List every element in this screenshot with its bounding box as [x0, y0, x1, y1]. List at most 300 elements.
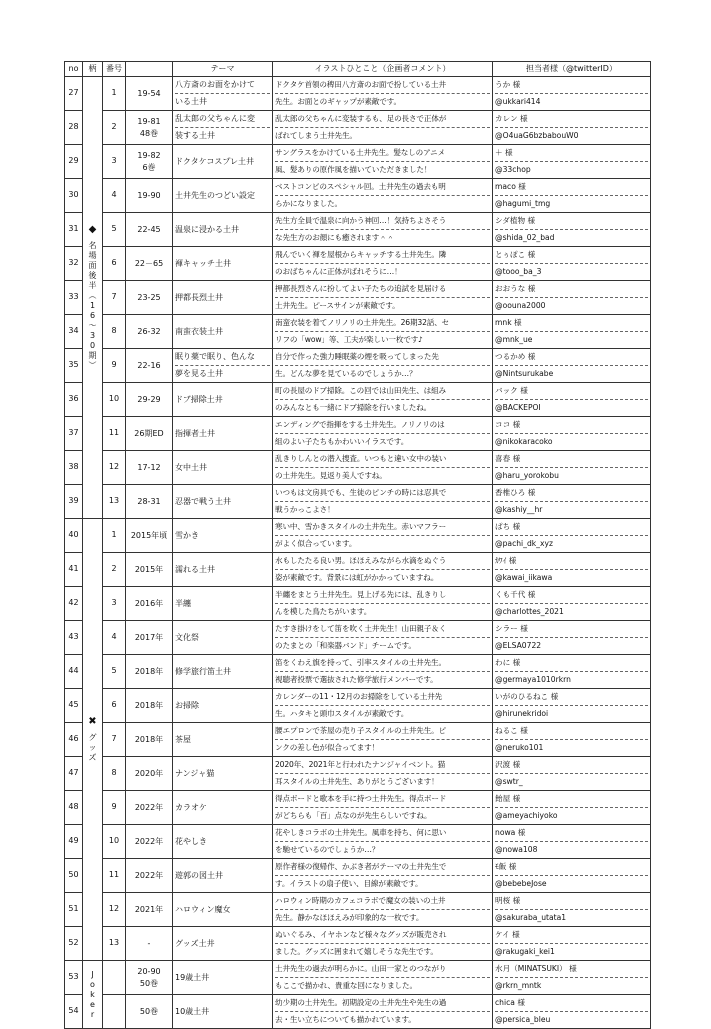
theme-line: いる土井 [175, 97, 207, 106]
staff-line: シダ植物 様 [495, 213, 648, 230]
illustration-list-table [64, 61, 651, 1029]
comment-line: ハロウィン時期のカフェコラボで魔女の装いの土井 [275, 893, 490, 910]
row-staff [493, 213, 651, 247]
table-row [65, 825, 651, 859]
table-row [65, 281, 651, 315]
row-episode: 17-12 [126, 451, 173, 485]
comment-line: 押都長烈さんに扮してよい子たちの追試を見届ける [275, 281, 490, 298]
row-comment [273, 859, 493, 893]
table-row [65, 893, 651, 927]
theme-line: 半纏 [175, 598, 191, 608]
comment-line: ンクの差し色が似合ってます！ [275, 743, 380, 752]
staff-line: @ELSA0722 [495, 641, 542, 650]
row-staff [493, 893, 651, 927]
row-comment [273, 723, 493, 757]
row-no: 38 [65, 451, 83, 485]
staff-line: 水月（MINATSUKI） 様 [495, 961, 648, 978]
table-row [65, 179, 651, 213]
comment-line: ベストコンビのスペシャル回。土井先生の過去も明 [275, 179, 490, 196]
row-no: 40 [65, 519, 83, 553]
staff-line: @germaya1010rkrn [495, 675, 571, 684]
row-staff [493, 383, 651, 417]
theme-line: 褌キャッチ土井 [175, 258, 231, 268]
row-staff [493, 451, 651, 485]
staff-line: つるかめ 様 [495, 349, 648, 366]
table-row [65, 723, 651, 757]
comment-line: 町の長屋のドブ掃除。この回では山田先生、は組み [275, 383, 490, 400]
staff-line: @persica_bleu [495, 1015, 551, 1024]
row-episode: 26期ED [126, 417, 173, 451]
row-comment [273, 655, 493, 689]
row-comment [273, 77, 493, 111]
row-theme [173, 145, 273, 179]
row-episode: 22－65 [126, 247, 173, 281]
staff-line: @rakugaki_kei1 [495, 947, 555, 956]
row-no: 52 [65, 927, 83, 961]
theme-line: お掃除 [175, 700, 199, 710]
table-row [65, 417, 651, 451]
row-episode: 28-31 [126, 485, 173, 519]
row-comment [273, 587, 493, 621]
table-row [65, 859, 651, 893]
row-staff [493, 315, 651, 349]
row-theme [173, 621, 273, 655]
row-theme [173, 383, 273, 417]
row-no: 34 [65, 315, 83, 349]
staff-line: @shida_02_bad [495, 233, 555, 242]
row-number: 8 [103, 315, 126, 349]
row-no: 43 [65, 621, 83, 655]
row-no: 42 [65, 587, 83, 621]
comment-line: ばれてしまう土井先生。 [275, 131, 357, 140]
staff-line: @neruko101 [495, 743, 544, 752]
staff-line: @kashiy__hr [495, 505, 543, 514]
table-row [65, 961, 651, 995]
comment-line: 風、髪ありの原作風を描いていただきました！ [275, 165, 432, 174]
row-number: 1 [103, 519, 126, 553]
row-no: 53 [65, 961, 83, 995]
table-row [65, 587, 651, 621]
row-number: 13 [103, 927, 126, 961]
row-no: 35 [65, 349, 83, 383]
table-row [65, 77, 651, 111]
staff-line: @33chop [495, 165, 531, 174]
staff-line: @hirunekridoi [495, 709, 549, 718]
row-no: 46 [65, 723, 83, 757]
table-row [65, 485, 651, 519]
theme-line: 文化祭 [175, 632, 199, 642]
row-episode: 2018年 [126, 723, 173, 757]
row-episode: - [126, 927, 173, 961]
comment-line: 2020年、2021年と行われたナンジャイベント。猫 [275, 757, 490, 774]
row-theme [173, 961, 273, 995]
comment-line: な先生方のお顔にも癒されます＾＾ [275, 233, 395, 242]
row-theme [173, 553, 273, 587]
staff-line: ココ 様 [495, 417, 648, 434]
row-staff [493, 995, 651, 1029]
row-comment [273, 791, 493, 825]
comment-line: 寒い中、雪かきスタイルの土井先生。赤いマフラー [275, 519, 490, 536]
staff-line: @mnk_ue [495, 335, 533, 344]
row-episode: 2022年 [126, 859, 173, 893]
header-no: no [65, 62, 83, 77]
table-row [65, 655, 651, 689]
row-theme [173, 655, 273, 689]
row-no: 41 [65, 553, 83, 587]
row-number: 10 [103, 383, 126, 417]
staff-line: ｶﾜｲ 様 [495, 553, 648, 570]
staff-line: @ameyachiyoko [495, 811, 558, 820]
theme-line: ドブ掃除土井 [175, 394, 223, 404]
comment-line: 姿が素敵です。背景には虹がかかっていますね。 [275, 573, 439, 582]
table-row [65, 927, 651, 961]
row-staff [493, 791, 651, 825]
table-row [65, 995, 651, 1029]
comment-line: がどちらも「百」点なのが先生らしいですね。 [275, 811, 432, 820]
row-comment [273, 961, 493, 995]
comment-line: 土井先生の過去が明らかに。山田一家とのつながり [275, 961, 490, 978]
staff-line: 飴屋 様 [495, 791, 648, 808]
theme-line: 女中土井 [175, 462, 207, 472]
row-number: 2 [103, 111, 126, 145]
staff-line: 香椎ひろ 様 [495, 485, 648, 502]
row-episode: 2018年 [126, 689, 173, 723]
staff-line: 沢渡 様 [495, 757, 648, 774]
row-staff [493, 689, 651, 723]
theme-line: グッズ土井 [175, 938, 215, 948]
comment-line: 南蛮衣装を着てノリノリの土井先生。26期32話、セ [275, 315, 490, 332]
comment-line: 乱太郎の父ちゃんに変装するも、足の長さで正体が [275, 111, 490, 128]
staff-line: @kawai_iikawa [495, 573, 553, 582]
staff-line: @charlottes_2021 [495, 607, 564, 616]
table-row [65, 315, 651, 349]
comment-line: す。イラストの扇子使い、目線が素敵です。 [275, 879, 423, 888]
theme-line: 忍器で戦う土井 [175, 496, 231, 506]
row-no: 29 [65, 145, 83, 179]
row-theme [173, 859, 273, 893]
staff-line: くも千代 様 [495, 587, 648, 604]
row-theme [173, 111, 273, 145]
row-theme [173, 519, 273, 553]
group-label-text: 名 場 面 後 半 ︵ 1 6 〜 3 0 期 ︶ [88, 240, 97, 370]
comment-line: 生。ハタキと頭巾スタイルが素敵です。 [275, 709, 409, 718]
row-theme [173, 349, 273, 383]
comment-line: 先生。お面とのギャップが素敵です。 [275, 97, 401, 106]
row-no: 51 [65, 893, 83, 927]
comment-line: を馳せているのでしょうか…？ [275, 845, 380, 854]
row-number: 12 [103, 451, 126, 485]
comment-line: 飛んでいく褌を屋根からキャッチする土井先生。隣 [275, 247, 490, 264]
staff-line: @BACKEPOI [495, 403, 541, 412]
row-no: 30 [65, 179, 83, 213]
table-row [65, 383, 651, 417]
row-number: 11 [103, 417, 126, 451]
row-no: 45 [65, 689, 83, 723]
row-episode: 29-29 [126, 383, 173, 417]
row-no: 31 [65, 213, 83, 247]
comment-line: のみんなとも一緒にドブ掃除を行いましたね。 [275, 403, 432, 412]
row-no: 33 [65, 281, 83, 315]
theme-line: 19歳土井 [175, 972, 210, 982]
table-row [65, 791, 651, 825]
staff-line: おおうな 様 [495, 281, 648, 298]
row-staff [493, 961, 651, 995]
table-row [65, 451, 651, 485]
comment-line: 生。どんな夢を見ているのでしょうか…？ [275, 369, 417, 378]
row-staff [493, 587, 651, 621]
row-theme [173, 825, 273, 859]
row-number: 7 [103, 723, 126, 757]
row-comment [273, 757, 493, 791]
row-number [103, 961, 126, 995]
row-staff [493, 723, 651, 757]
staff-line: @O4uaG6bzbabouW0 [495, 131, 579, 140]
row-staff [493, 485, 651, 519]
row-episode: 26-32 [126, 315, 173, 349]
staff-line: @swtr_ [495, 777, 523, 786]
row-number: 3 [103, 587, 126, 621]
row-episode: 2021年 [126, 893, 173, 927]
staff-line: @haru_yorokobu [495, 471, 559, 480]
row-no: 54 [65, 995, 83, 1029]
staff-line: @bebebeJose [495, 879, 547, 888]
row-episode: 2017年 [126, 621, 173, 655]
row-episode: 20-90 50巻 [126, 961, 173, 995]
row-number: 12 [103, 893, 126, 927]
staff-line: chica 様 [495, 995, 648, 1012]
header-staff: 担当者様（@twitterID） [493, 62, 651, 77]
row-comment [273, 383, 493, 417]
row-staff [493, 349, 651, 383]
row-staff [493, 145, 651, 179]
comment-line: リフの「wow」等、工夫が楽しい一枚です♪ [275, 335, 423, 344]
theme-line: 夢を見る土井 [175, 369, 223, 378]
staff-line: @rkrn_mntk [495, 981, 542, 990]
staff-line: わに 様 [495, 655, 648, 672]
row-staff [493, 621, 651, 655]
row-no: 48 [65, 791, 83, 825]
comment-line: 原作者様の復帰作、かぶき者がテーマの土井先生で [275, 859, 490, 876]
theme-line: ナンジャ猫 [175, 768, 215, 778]
staff-line: ＋ 様 [495, 145, 648, 162]
comment-line: 先生。静かなほほえみが印象的な一枚です。 [275, 913, 424, 922]
comment-line: カレンダーの11・12月のお掃除をしている土井先 [275, 689, 490, 706]
theme-line: 温泉に浸かる土井 [175, 224, 239, 234]
row-theme [173, 213, 273, 247]
comment-line: いつもは文房具でも、生徒のピンチの時には忍具で [275, 485, 490, 502]
row-staff [493, 417, 651, 451]
table-row [65, 519, 651, 553]
staff-line: maco 様 [495, 179, 648, 196]
row-comment [273, 281, 493, 315]
row-staff [493, 655, 651, 689]
theme-line: 濡れる土井 [175, 564, 215, 574]
table-row [65, 689, 651, 723]
comment-line: のおばちゃんに正体がばれそうに…！ [275, 267, 402, 276]
row-comment [273, 315, 493, 349]
table-row [65, 213, 651, 247]
theme-line: カラオケ [175, 802, 207, 812]
row-staff [493, 757, 651, 791]
staff-line: @nikokaracoko [495, 437, 553, 446]
theme-line: 雪かき [175, 530, 199, 540]
row-episode: 23-25 [126, 281, 173, 315]
theme-line: 八方斎のお面をかけて [175, 77, 270, 94]
row-episode: 2022年 [126, 791, 173, 825]
row-number: 4 [103, 621, 126, 655]
row-theme [173, 587, 273, 621]
row-episode: 22-45 [126, 213, 173, 247]
header-comment: イラストひとこと（企画者コメント） [273, 62, 493, 77]
row-no: 32 [65, 247, 83, 281]
row-number: 10 [103, 825, 126, 859]
row-comment [273, 825, 493, 859]
row-episode: 19-90 [126, 179, 173, 213]
row-staff [493, 179, 651, 213]
staff-line: バック 様 [495, 383, 648, 400]
row-no: 27 [65, 77, 83, 111]
staff-line: @Nintsurukabe [495, 369, 554, 378]
row-no: 28 [65, 111, 83, 145]
comment-line: 腰エプロンで茶屋の売り子スタイルの土井先生。ピ [275, 723, 490, 740]
row-episode: 2015年 [126, 553, 173, 587]
row-staff [493, 281, 651, 315]
staff-line: @oouna2000 [495, 301, 546, 310]
row-theme [173, 179, 273, 213]
comment-line: エンディングで指揮をする土井先生。ノリノリのは [275, 417, 490, 434]
row-no: 44 [65, 655, 83, 689]
theme-line: 眠り薬で眠り、色んな [175, 349, 270, 366]
row-staff [493, 519, 651, 553]
staff-line: ねるこ 様 [495, 723, 648, 740]
comment-line: 戦うかっこよさ！ [275, 505, 335, 514]
row-episode: 19-54 [126, 77, 173, 111]
theme-line: 装する土井 [175, 131, 215, 140]
staff-line: 明桜 様 [495, 893, 648, 910]
row-theme [173, 451, 273, 485]
row-episode: 19-82 6巻 [126, 145, 173, 179]
group-label [83, 77, 103, 519]
table-row [65, 247, 651, 281]
group-label [83, 961, 103, 1029]
staff-line: いがのひるねこ 様 [495, 689, 648, 706]
row-theme [173, 315, 273, 349]
staff-line: とぅぽこ 様 [495, 247, 648, 264]
comment-line: 乱きりしんとの潜入捜査。いつもと違い女中の装い [275, 451, 490, 468]
row-comment [273, 485, 493, 519]
staff-line: ぱち 様 [495, 519, 648, 536]
header-bango: 番号 [103, 62, 126, 77]
row-no: 36 [65, 383, 83, 417]
row-no: 47 [65, 757, 83, 791]
row-comment [273, 417, 493, 451]
row-staff [493, 825, 651, 859]
comment-line: がよく似合っています。 [275, 539, 357, 548]
row-episode: 2018年 [126, 655, 173, 689]
row-comment [273, 213, 493, 247]
row-theme [173, 893, 273, 927]
comment-line: 耳スタイルの土井先生、ありがとうございます！ [275, 777, 439, 786]
row-staff [493, 247, 651, 281]
row-comment [273, 553, 493, 587]
row-staff [493, 927, 651, 961]
row-no: 39 [65, 485, 83, 519]
comment-line: 自分で作った強力睡眠薬の煙を吸ってしまった先 [275, 349, 490, 366]
row-number: 5 [103, 655, 126, 689]
staff-line: @ukkari414 [495, 97, 541, 106]
row-no: 49 [65, 825, 83, 859]
comment-line: 幼少期の土井先生。初期設定の土井先生や先生の過 [275, 995, 490, 1012]
row-comment [273, 621, 493, 655]
row-number: 2 [103, 553, 126, 587]
row-number: 3 [103, 145, 126, 179]
comment-line: 笛をくわえ旗を持って、引率スタイルの土井先生。 [275, 655, 490, 672]
row-comment [273, 247, 493, 281]
theme-line: 指揮者土井 [175, 428, 215, 438]
row-number: 6 [103, 689, 126, 723]
group-label-text: J o k e r [90, 969, 95, 1019]
row-comment [273, 451, 493, 485]
staff-line: シラー 様 [495, 621, 648, 638]
row-theme [173, 417, 273, 451]
row-theme [173, 927, 273, 961]
row-staff [493, 859, 651, 893]
table-row [65, 349, 651, 383]
group-mark-icon: ✖ [88, 715, 97, 727]
row-staff [493, 553, 651, 587]
row-number: 5 [103, 213, 126, 247]
row-comment [273, 519, 493, 553]
theme-line: 乱太郎の父ちゃんに変 [175, 111, 270, 128]
comment-line: らかになりました。 [275, 199, 342, 208]
comment-line: たすき掛けをして笛を吹く土井先生！山田親子＆く [275, 621, 490, 638]
row-comment [273, 111, 493, 145]
staff-line: @pachi_dk_xyz [495, 539, 553, 548]
staff-line: @hagumi_tmg [495, 199, 551, 208]
staff-line: nowa 様 [495, 825, 648, 842]
staff-line: @nowa108 [495, 845, 538, 854]
staff-line: ケイ 様 [495, 927, 648, 944]
row-theme [173, 791, 273, 825]
theme-line: 修学旅行笛土井 [175, 666, 231, 676]
comment-line: の土井先生。見返り美人ですね。 [275, 471, 387, 480]
row-comment [273, 179, 493, 213]
row-comment [273, 349, 493, 383]
comment-line: 花やしきコラボの土井先生。風車を持ち、何に思い [275, 825, 490, 842]
comment-line: サングラスをかけている土井先生。髪なしのアニメ [275, 145, 490, 162]
theme-line: ドクタケコスプレ土井 [175, 156, 255, 166]
staff-line: カレン 様 [495, 111, 648, 128]
theme-line: 遊郭の図土井 [175, 870, 223, 880]
row-theme [173, 995, 273, 1029]
theme-line: ハロウィン魔女 [175, 904, 231, 914]
row-no: 50 [65, 859, 83, 893]
header-gara: 柄 [83, 62, 103, 77]
comment-line: 得点ボードと歌本を手に持つ土井先生。得点ボード [275, 791, 490, 808]
table-row [65, 621, 651, 655]
comment-line: 水もしたたる良い男。ほほえみながら水滴をぬぐう [275, 553, 490, 570]
header-theme: テーマ [173, 62, 273, 77]
group-label-text: グ ッ ズ [88, 732, 97, 762]
comment-line: んを模した鳥たちがいます。 [275, 607, 372, 616]
row-number: 9 [103, 349, 126, 383]
comment-line: 半纏をまとう土井先生。見上げる先には、乱きりし [275, 587, 490, 604]
row-number: 1 [103, 77, 126, 111]
row-number: 9 [103, 791, 126, 825]
staff-line: mnk 様 [495, 315, 648, 332]
header-row [65, 62, 651, 77]
row-comment [273, 145, 493, 179]
